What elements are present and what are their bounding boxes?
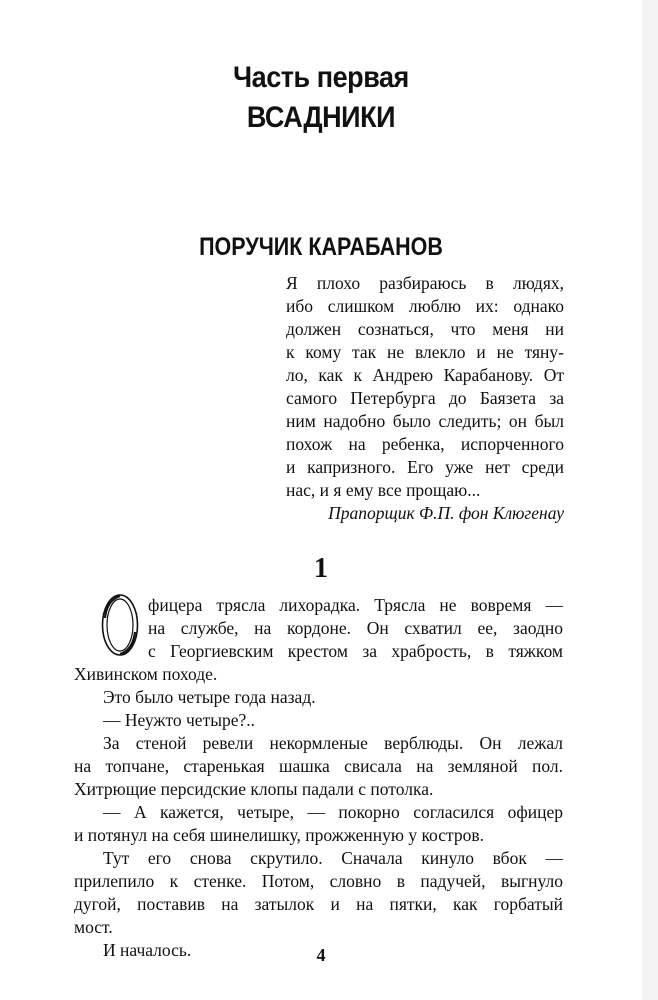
body-line: и потянул на себя шинелишку, прожженную у костров. (74, 825, 485, 845)
body-line: прилепило к стенке. Потом, словно в падучей, выгнуло (74, 871, 563, 891)
body-line: Это было четыре года назад. (103, 687, 316, 707)
epigraph-line: похож на ребенка, испорченного (286, 434, 564, 454)
body-line: За стеной ревели некормленые верблюды. Он лежал (103, 733, 563, 753)
body-line: Тут его снова скрутило. Сначала кинуло вбок — (103, 848, 563, 868)
part-heading-line-2: ВСАДНИКИ (246, 101, 396, 134)
part-heading (32, 58, 610, 138)
epigraph-line: Я плохо разбираюсь в людях, (286, 273, 564, 293)
body-line: фицера трясла лихорадка. Трясла не вовремя — (148, 595, 563, 615)
body-line: — А кажется, четыре, — покорно согласился офицер (103, 802, 563, 822)
epigraph-line: к кому так не влекло и не тяну- (286, 342, 564, 362)
epigraph-line: ибо слишком люблю их: однако (286, 296, 564, 316)
epigraph-line: ним надобно было следить; он был (286, 411, 564, 431)
body-line: на службе, на кордоне. Он схватил ее, заодно (148, 618, 563, 638)
epigraph-line: нас, и я ему все прощаю... (286, 480, 481, 500)
epigraph-line: должен сознаться, что меня ни (286, 319, 564, 339)
body-line: — Неужто четыре?.. (103, 710, 256, 730)
body-line: Хитрющие персидские клопы падали с потолка. (74, 779, 434, 799)
part-heading-line-1: Часть первая (233, 61, 409, 94)
epigraph-line: ло, как к Андрею Карабанову. От (286, 365, 564, 385)
body-line: дугой, поставив на затылок и на пятки, как горбатый (74, 894, 563, 914)
body-line: Хивинском походе. (74, 664, 218, 684)
epigraph-author: Прапорщик Ф.П. фон Клюгенау (328, 503, 564, 523)
epigraph-line: самого Петербурга до Баязета за (286, 388, 564, 408)
body-line: И началось. (103, 940, 192, 960)
epigraph (286, 272, 564, 525)
body-line: на топчане, старенькая шашка свисала на земляной пол. (74, 756, 563, 776)
body-text (74, 594, 563, 962)
page-number: 4 (316, 945, 326, 965)
body-line: с Георгиевским крестом за храбрость, в тяжком (148, 641, 563, 661)
epigraph-line: и капризного. Его уже нет среди (286, 457, 564, 477)
chapter-title: ПОРУЧИК КАРАБАНОВ (199, 233, 443, 261)
section-number: 1 (314, 553, 328, 584)
body-line: мост. (74, 917, 113, 937)
